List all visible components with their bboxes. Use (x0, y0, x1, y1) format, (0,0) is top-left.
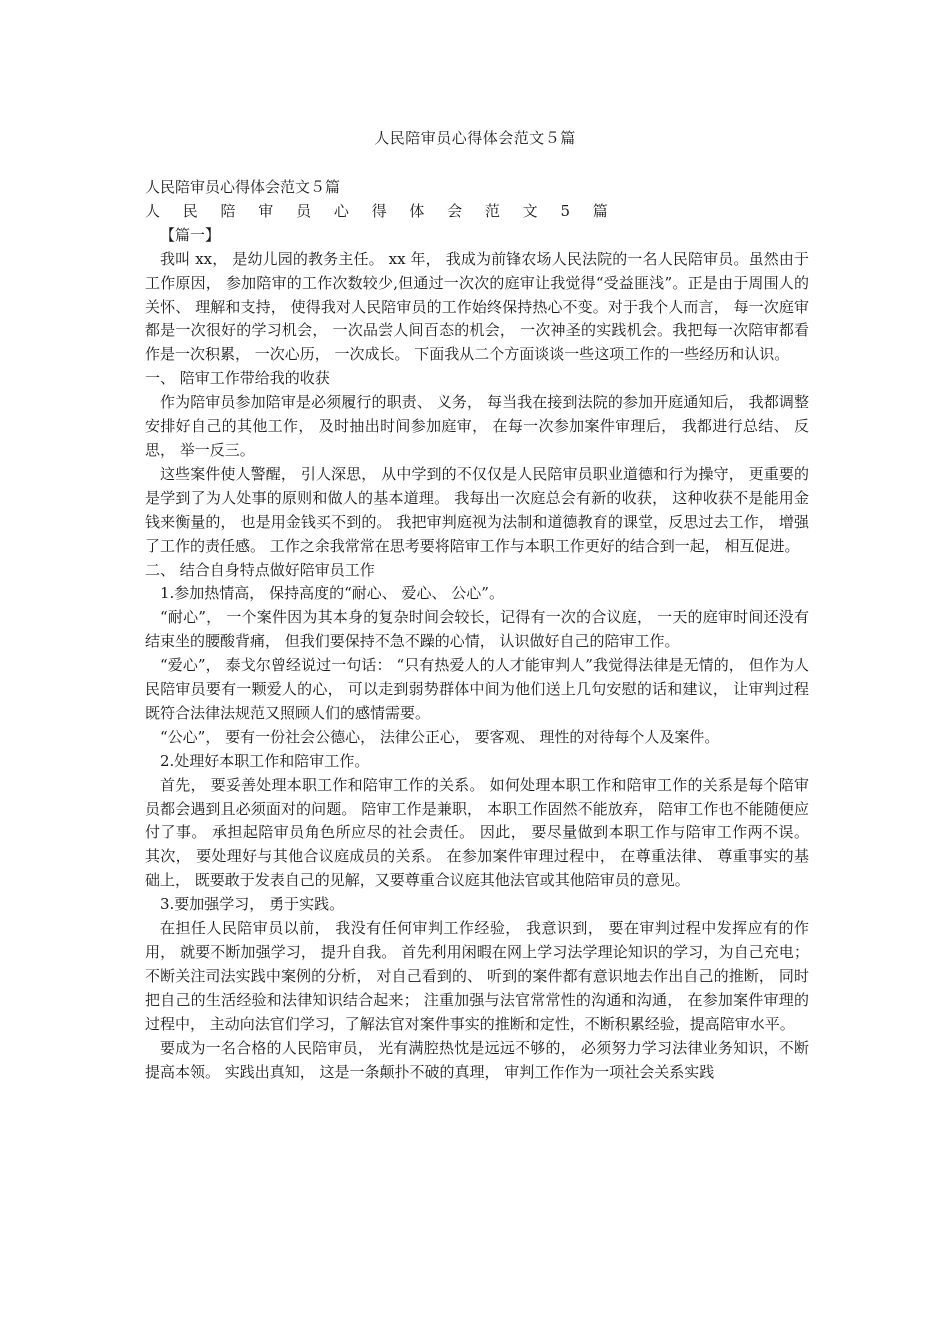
paragraph: 作为陪审员参加陪审是必须履行的职责、 义务， 每当我在接到法院的参加开庭通知后， 我都调整安排好自己的其他工作， 及时抽出时间参加庭审， 在每一次参加案件审理后， 我都进行总结、 反思， 举一反三。 (145, 393, 809, 459)
paragraph: “爱心”， 泰戈尔曾经说过一句话： “只有热爱人的人才能审判人”我觉得法律是无情的， 但作为人民陪审员要有一颗爱人的心， 可以走到弱势群体中间为他们送上几句安慰的话和建议， 让审判过程既符合法律法规范又照顾人们的感情需要。 (145, 656, 809, 722)
section-label: 【篇一】 (160, 225, 221, 244)
paragraph: “公心”， 要有一份社会公德心， 法律公正心， 要客观、 理性的对待每个人及案件。 (160, 727, 720, 746)
document-title: 人民陪审员心得体会范文５篇 (374, 129, 576, 147)
paragraph: 我叫 xx， 是幼儿园的教务主任。 xx 年， 我成为前锋农场人民法院的一名人民陪审员。虽然由于工作原因， 参加陪审的工作次数较少,但通过一次次的庭审让我觉得“受益匪浅”。正是由于周围人的关怀、 理解和支持， 使得我对人民陪审员的工作始终保持热心不变。对于我个人而言， 每一次庭审都是一次很好的学习机会， 一次品尝人间百态的机会， 一次神圣的实践机会。我把每一次陪审都看作是一次积累， 一次心历， 一次成长。 下面我从二个方面谈谈一些这项工作的一些经历和认识。 (145, 249, 809, 364)
subheading: 2.处理好本职工作和陪审工作。 (160, 751, 370, 770)
paragraph: 要成为一名合格的人民陪审员， 光有满腔热忱是远远不够的， 必须努力学习法律业务知识，不断提高本领。 实践出真知， 这是一条颠扑不破的真理， 审判工作作为一项社会关系实践 (145, 1038, 809, 1081)
subtitle: 人民陪审员心得体会范文５篇 (145, 178, 341, 196)
spaced-subtitle: 人 民 陪 审 员 心 得 体 会 范 文 5 篇 (145, 201, 617, 220)
subheading: 1.参加热情高， 保持高度的“耐心、 爱心、 公心”。 (160, 584, 504, 603)
document-body (145, 176, 809, 1084)
heading-one: 一、 陪审工作带给我的收获 (145, 369, 330, 388)
paragraph: 这些案件使人警醒， 引人深思， 从中学到的不仅仅是人民陪审员职业道德和行为操守， 更重要的是学到了为人处事的原则和做人的基本道理。 我每出一次庭总会有新的收获， 这种收获不是能用金钱来衡量的， 也是用金钱买不到的。 我把审判庭视为法制和道德教育的课堂，反思过去工作， 增强了工作的责任感。 工作之余我常常在思考要将陪审工作与本职工作更好的结合到一起， 相互促进。 (145, 464, 809, 555)
paragraph: “耐心”， 一个案件因为其本身的复杂时间会较长，记得有一次的合议庭， 一天的庭审时间还没有结束坐的腰酸背痛， 但我们要保持不急不躁的心情， 认识做好自己的陪审工作。 (145, 608, 809, 651)
heading-two: 二、 结合自身特点做好陪审员工作 (145, 560, 375, 579)
paragraph: 首先， 要妥善处理本职工作和陪审工作的关系。 如何处理本职工作和陪审工作的关系是每个陪审员都会遇到且必须面对的问题。 陪审工作是兼职， 本职工作固然不能放弃， 陪审工作也不能随便应付了事。 承担起陪审员角色所应尽的社会责任。 因此， 要尽量做到本职工作与陪审工作两不误。 其次， 要处理好与其他合议庭成员的关系。 在参加案件审理过程中， 在尊重法律、 尊重事实的基础上， 既要敢于发表自己的见解，又要尊重合议庭其他法官或其他陪审员的意见。 (145, 775, 809, 890)
paragraph: 在担任人民陪审员以前， 我没有任何审判工作经验， 我意识到， 要在审判过程中发挥应有的作用， 就要不断加强学习， 提升自我。 首先利用闲暇在网上学习法学理论知识的学习，为自己充电； 不断关注司法实践中案例的分析， 对自己看到的、 听到的案件都有意识地去作出自己的推断， 同时把自己的生活经验和法律知识结合起来； 注重加强与法官常常性的沟通和沟通， 在参加案件审理的过程中， 主动向法官们学习，了解法官对案件事实的推断和定性，不断积累经验，提高陪审水平。 (145, 919, 809, 1033)
subheading: 3.要加强学习， 勇于实践。 (160, 895, 345, 914)
